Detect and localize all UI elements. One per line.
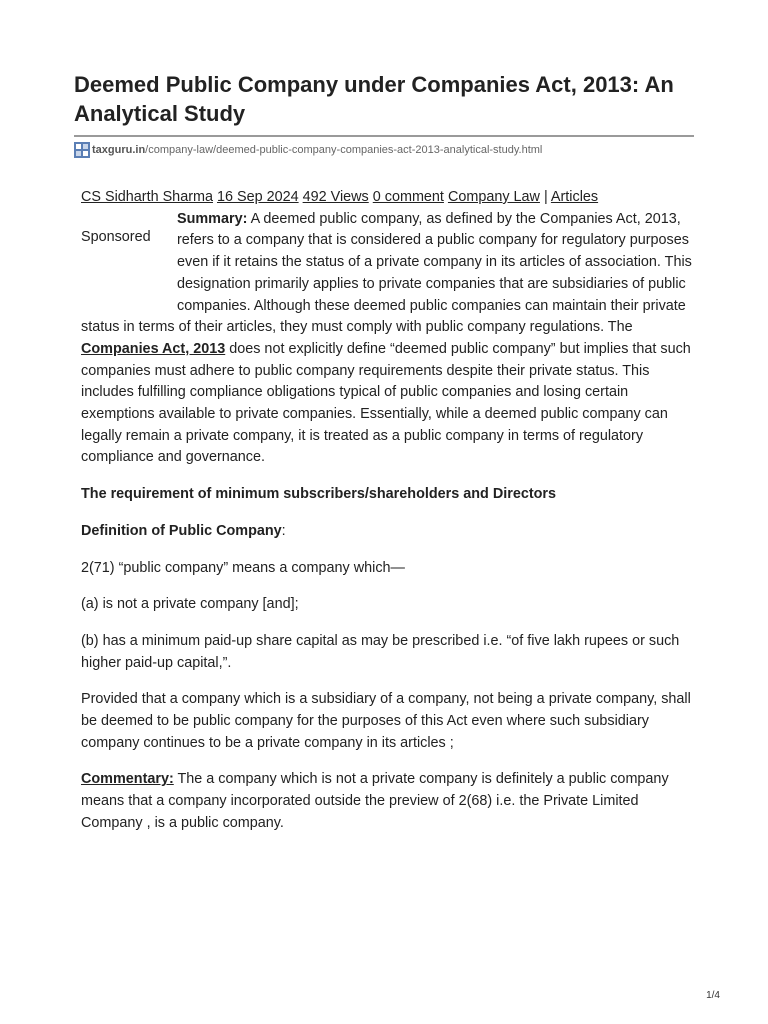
page-number: 1/4 — [706, 990, 720, 1001]
definition-label: Definition of Public Company — [81, 522, 282, 539]
spacer — [81, 469, 693, 484]
summary-text-1: A deemed public company, as defined by the Companies Act, 2013, refers to a company that is considered a public company for regulatory purposes even if it retains the status of a private company in its articles of association. This designation primarily applies to private companies that are subsidiaries of public companies. Although these deemed public companies can maintain their private status in terms of their articles, they must comply with public company regulations. The — [81, 210, 692, 336]
page-title: Deemed Public Company under Companies Act, 2013: An Analytical Study — [74, 72, 674, 126]
companies-act-link[interactable] — [81, 341, 225, 357]
sponsored-label: Sponsored — [81, 228, 151, 245]
section-heading — [81, 484, 693, 506]
source-url[interactable] — [74, 141, 542, 159]
commentary-paragraph — [81, 769, 693, 834]
author-link[interactable]: CS Sidharth Sharma — [81, 189, 213, 205]
definition-colon: : — [281, 522, 286, 539]
section-heading-text: The requirement of minimum subscribers/shareholders and Directors — [81, 486, 557, 503]
title-divider — [74, 135, 694, 137]
meta-separator: | — [543, 189, 548, 205]
article-content — [81, 187, 693, 850]
comments-link[interactable]: 0 comment — [372, 189, 444, 205]
summary-label: Summary: — [177, 210, 248, 227]
section-link[interactable]: Articles — [550, 189, 599, 205]
views-link[interactable]: 492 Views — [302, 189, 369, 205]
clause-a: (a) is not a private company [and]; — [81, 596, 299, 613]
summary-paragraph — [81, 209, 693, 469]
article-meta — [81, 187, 693, 209]
category-link[interactable]: Company Law — [447, 189, 540, 205]
clause-intro: 2(71) “public company” means a company which— — [81, 559, 405, 576]
commentary-text: The a company which is not a private company is definitely a public company means that a company incorporated outside the preview of 2(68) i.e. the Private Limited Company , is a public company. — [81, 771, 669, 831]
summary-text-2: does not explicitly define “deemed public company” but implies that such companies must adhere to public company requirements despite their private status. This includes fulfilling compliance obligations typical of public companies and losing certain exemptions available to private companies. Essentially, while a deemed public company can legally remain a private company, it is treated as a public company in terms of regulatory compliance and governance. — [81, 340, 691, 466]
proviso-paragraph: Provided that a company which is a subsidiary of a company, not being a private company, shall be deemed to be public company for the purposes of this Act even where such subsidiary company continues to be a private company in its articles ; — [81, 691, 691, 751]
definition-heading — [81, 521, 693, 543]
url-domain: taxguru.in — [92, 144, 146, 156]
commentary-label: Commentary: — [81, 771, 174, 788]
companies-act-link-text: Companies Act, 2013 — [81, 340, 226, 357]
clause-b: (b) has a minimum paid-up share capital as may be prescribed i.e. “of five lakh rupees or such higher paid-up capital,”. — [81, 632, 680, 671]
date-link[interactable]: 16 Sep 2024 — [216, 189, 299, 205]
url-path: /company-law/deemed-public-company-companies-act-2013-analytical-study.html — [145, 144, 543, 156]
taxguru-favicon-icon — [74, 142, 90, 158]
